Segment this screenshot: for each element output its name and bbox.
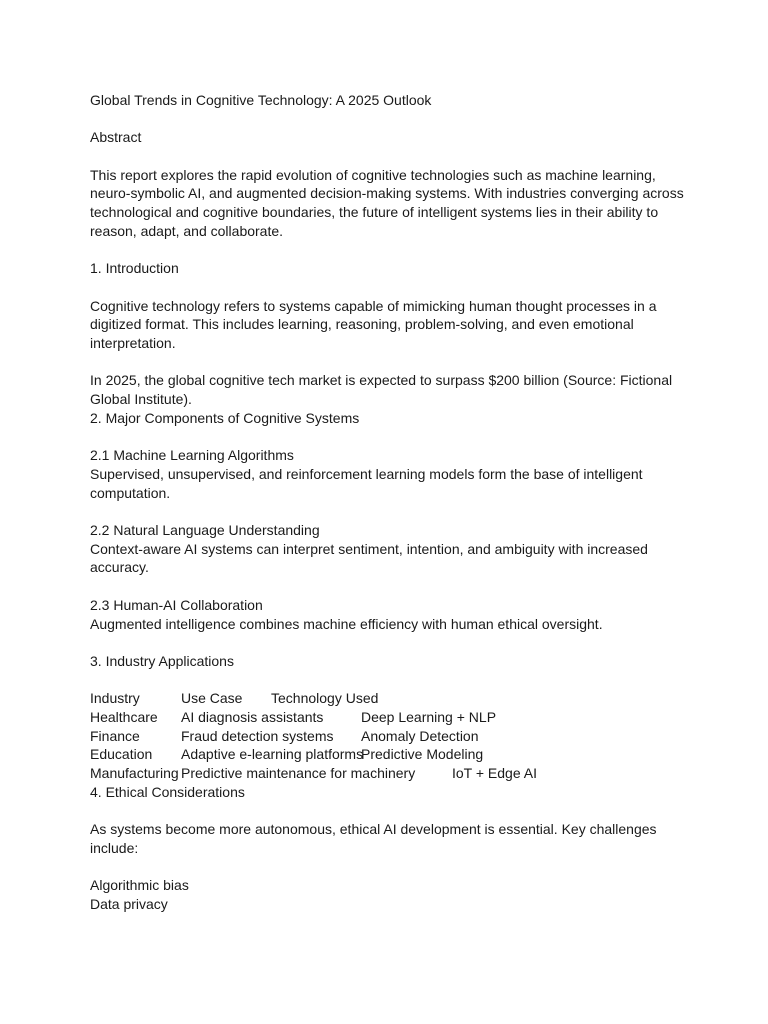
spacer: [90, 633, 690, 652]
abstract-line: reason, adapt, and collaborate.: [90, 222, 284, 239]
components-heading: 2. Major Components of Cognitive Systems: [90, 409, 360, 426]
subsection-heading-collab: 2.3 Human-AI Collaboration: [90, 596, 263, 613]
ethics-line: As systems become more autonomous, ethical AI development is essential. Key challenges: [90, 821, 657, 838]
spacer: [90, 858, 690, 877]
subsection-line: Augmented intelligence combines machine efficiency with human ethical oversight.: [90, 615, 603, 632]
abstract-line: neuro-symbolic AI, and augmented decision-making systems. With industries converging across: [90, 185, 684, 202]
spacer: [90, 577, 690, 596]
table-header-cell: Use Case: [181, 690, 243, 707]
table-cell: IoT + Edge AI: [452, 765, 537, 782]
table-cell: Predictive Modeling: [361, 746, 484, 763]
spacer: [90, 241, 690, 260]
spacer: [90, 671, 690, 690]
table-cell: Education: [90, 746, 153, 763]
spacer: [90, 110, 690, 129]
table-header-row: [90, 689, 690, 708]
table-cell: Anomaly Detection: [361, 727, 479, 744]
table-header-cell: Technology Used: [271, 690, 379, 707]
ethics-heading: 4. Ethical Considerations: [90, 783, 245, 800]
spacer: [90, 801, 690, 820]
table-row: [90, 708, 690, 727]
introduction-line: digitized format. This includes learning, reasoning, problem-solving, and even emotional: [90, 316, 634, 333]
applications-heading: 3. Industry Applications: [90, 652, 234, 669]
subsection-line: Context-aware AI systems can interpret sentiment, intention, and ambiguity with increased: [90, 540, 648, 557]
introduction-line: Cognitive technology refers to systems capable of mimicking human thought processes in a: [90, 297, 657, 314]
table-cell: Finance: [90, 727, 140, 744]
introduction-line: Global Institute).: [90, 391, 192, 408]
table-cell: Healthcare: [90, 709, 158, 726]
spacer: [90, 278, 690, 297]
table-row: [90, 727, 690, 746]
abstract-heading: Abstract: [90, 129, 142, 146]
document-page: [90, 91, 690, 914]
table-header-cell: Industry: [90, 690, 140, 707]
list-item: Data privacy: [90, 895, 168, 912]
introduction-heading: 1. Introduction: [90, 260, 179, 277]
abstract-line: This report explores the rapid evolution of cognitive technologies such as machine learning,: [90, 166, 656, 183]
subsection-line: computation.: [90, 484, 171, 501]
table-row: [90, 764, 690, 783]
subsection-line: accuracy.: [90, 559, 149, 576]
subsection-heading-nlu: 2.2 Natural Language Understanding: [90, 522, 320, 539]
spacer: [90, 502, 690, 521]
spacer: [90, 353, 690, 372]
introduction-line: In 2025, the global cognitive tech market is expected to surpass $200 billion (Source: Fictional: [90, 372, 673, 389]
spacer: [90, 428, 690, 447]
table-cell: AI diagnosis assistants: [181, 709, 324, 726]
introduction-line: interpretation.: [90, 335, 176, 352]
table-cell: Manufacturing: [90, 765, 179, 782]
table-cell: Adaptive e-learning platforms: [181, 746, 364, 763]
spacer: [90, 147, 690, 166]
table-row: [90, 745, 690, 764]
subsection-heading-ml: 2.1 Machine Learning Algorithms: [90, 447, 294, 464]
document-title: Global Trends in Cognitive Technology: A 2025 Outlook: [90, 92, 432, 108]
table-cell: Predictive maintenance for machinery: [181, 765, 416, 782]
abstract-line: technological and cognitive boundaries, the future of intelligent systems lies in their ability to: [90, 204, 659, 221]
table-cell: Deep Learning + NLP: [361, 709, 497, 726]
table-cell: Fraud detection systems: [181, 727, 334, 744]
list-item: Algorithmic bias: [90, 877, 189, 894]
subsection-line: Supervised, unsupervised, and reinforcement learning models form the base of intelligent: [90, 465, 643, 482]
ethics-line: include:: [90, 839, 139, 856]
